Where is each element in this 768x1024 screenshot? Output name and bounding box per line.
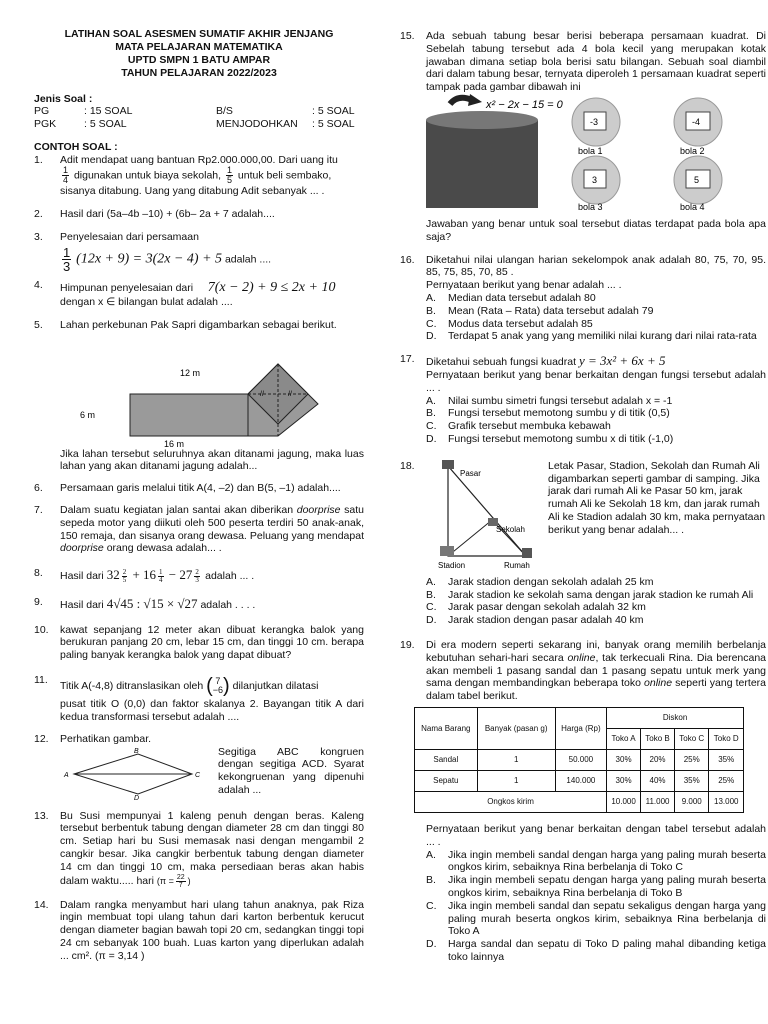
equation: x² − 2x − 15 = 0	[486, 98, 563, 111]
question-text: adalah ... .	[205, 570, 255, 583]
question-3	[34, 231, 364, 273]
ball-1	[572, 98, 620, 156]
option-c: Modus data tersebut adalah 85	[448, 317, 593, 330]
svg-text:Pasar: Pasar	[460, 468, 481, 478]
type-mj: MENJODOHKAN	[216, 118, 298, 131]
svg-text:Sekolah: Sekolah	[496, 524, 525, 534]
question-text: Himpunan penyelesaian dari	[60, 281, 194, 294]
examples-title: CONTOH SOAL :	[34, 140, 118, 153]
option-b: Mean (Rata – Rata) data tersebut adalah 79	[448, 304, 654, 317]
question-text: Segitiga ABC kongruen dengan segitiga ACD. Syarat kekongruenan yang dipenuhi adalah ...	[218, 745, 364, 797]
type-pgk-count: : 5 SOAL	[84, 118, 127, 131]
option-a: Jarak stadion dengan sekolah adalah 25 km	[448, 575, 654, 588]
label-top: 12 m	[180, 367, 201, 378]
question-number: 7.	[34, 503, 43, 516]
question-text: adalah ....	[224, 253, 272, 266]
ball-4	[674, 156, 722, 212]
question-number: 1.	[34, 153, 43, 166]
question-text: , tak terkecuali Rina. Dia berencana akan membeli 1 pasang sandal dan 1 pasang sepatu untuk merk yang sama dengan membandingkan beberapa toko	[426, 651, 767, 690]
question-text: seperti yang tertera dalam tabel berikut.	[426, 677, 766, 703]
header-line-3: UPTD SMPN 1 BATU AMPAR	[127, 54, 271, 67]
option-d: Jarak stadion dengan pasar adalah 40 km	[448, 614, 644, 627]
svg-text://: //	[260, 390, 264, 398]
emphasis: online	[567, 651, 596, 664]
svg-text:Stadion: Stadion	[438, 560, 466, 570]
question-text: Pernyataan berikut yang benar adalah ... .	[426, 279, 622, 292]
option-d: Terdapat 5 anak yang yang memiliki nilai kurang dari nilai rata-rata	[448, 330, 757, 343]
table-header: Harga (Rp)	[555, 707, 606, 749]
fraction: $\frac{1}{5}$	[226, 165, 232, 186]
ball-3	[572, 156, 620, 212]
option-d: Harga sandal dan sepatu di Toko D paling mahal dibanding ketiga toko lainnya	[448, 938, 766, 963]
table-header: Nama Barang	[415, 707, 478, 749]
question-text: orang dewasa adalah... .	[106, 542, 222, 555]
translation-vector: ( 7 −6 )	[206, 674, 230, 697]
svg-text:bola 4: bola 4	[680, 201, 705, 212]
question-number: 8.	[34, 567, 43, 580]
question-4	[34, 279, 364, 309]
question-number: 10.	[34, 623, 49, 636]
option-b: Jika ingin membeli sepatu dengan harga yang paling murah beserta ongkos kirim, sebaiknya Rina berbelanja di Toko B	[448, 874, 766, 899]
question-12	[34, 733, 364, 800]
header-line-2: MATA PELAJARAN MATEMATIKA	[115, 41, 283, 54]
equation: 7(x − 2) + 9 ≤ 2x + 10	[207, 279, 336, 295]
question-text: Hasil dari (5a–4b –10) + (6b– 2a + 7 adalah....	[60, 208, 275, 221]
question-number: 5.	[34, 318, 43, 331]
question-8	[34, 567, 364, 584]
question-text: Titik A(-4,8) ditranslasikan oleh	[60, 679, 204, 692]
option-c: Jarak pasar dengan sekolah adalah 32 km	[448, 601, 646, 614]
question-15	[400, 30, 766, 244]
question-text: Diketahui sebuah fungsi kuadrat	[426, 356, 577, 369]
question-text: kawat sepanjang 12 meter akan dibuat kerangka balok yang berukuran panjang 20 cm, lebar 15 cm, dan tinggi 10 cm. berapa paling banyak kerangka balok yang dapat dibuat?	[60, 623, 364, 662]
question-text: adalah . . . .	[200, 598, 256, 611]
question-text: Pernyataan berikut yang benar berkaitan dengan tabel tersebut adalah ... .	[426, 822, 766, 848]
question-number: 11.	[34, 673, 48, 686]
question-number: 9.	[34, 595, 43, 608]
question-text: dilanjutkan dilatasi	[232, 679, 319, 692]
question-1	[34, 154, 364, 199]
type-pg: PG	[34, 105, 50, 118]
question-number: 4.	[34, 278, 43, 291]
equation: y = 3x² + 6x + 5	[578, 353, 666, 369]
question-text: pusat titik O (0,0) dan faktor skalanya 2. Bayangan titik A dari kedua transformasi tersebut adalah ....	[60, 698, 364, 724]
emphasis: doorprise	[60, 542, 104, 555]
question-10	[34, 624, 364, 662]
type-pg-count: : 15 SOAL	[84, 105, 133, 118]
question-5	[34, 319, 364, 473]
label-bottom: 16 m	[164, 438, 185, 448]
type-bs: B/S	[216, 105, 233, 118]
question-types-title: Jenis Soal :	[34, 92, 93, 105]
emphasis: online	[644, 677, 673, 690]
question-text: Ada sebuah tabung besar berisi beberapa persamaan kuadrat. Di Sebelah tabung tersebut ada 4 bola kecil yang merupakan kotak jawaban dimana setiap bola berisi satu bilangan. Sebuah soal diambil dari dalam tabung besar, ternyata diperoleh 1 persamaan kuadrat seperti tampak pada gambar dibawah ini	[426, 30, 766, 94]
svg-text:B: B	[134, 747, 139, 755]
emphasis: doorprise	[296, 503, 341, 516]
svg-text:3: 3	[592, 174, 598, 185]
svg-text:Rumah: Rumah	[504, 560, 530, 570]
price-table	[414, 707, 744, 813]
option-c: Grafik tersebut membuka kebawah	[448, 420, 611, 433]
question-14	[34, 899, 364, 963]
question-text: Lahan perkebunan Pak Sapri digambarkan sebagai berikut.	[60, 318, 337, 331]
question-number: 3.	[34, 231, 43, 244]
question-text: Pernyataan berikut yang benar berkaitan dengan fungsi tersebut adalah ... .	[426, 369, 766, 394]
question-text: dengan x ∈ bilangan bulat adalah ....	[60, 295, 233, 308]
question-text: Hasil dari	[60, 570, 104, 583]
question-text: Jika lahan tersebut seluruhnya akan ditanami jagung, maka luas lahan yang akan ditanami jagung adalah...	[60, 447, 364, 473]
option-c: Jika ingin membeli sandal dan sepatu sekaligus dengan harga yang paling murah beserta ongkos kirim, sebaiknya Rina berbelanja di Toko A	[448, 899, 766, 938]
question-18: 18. Pasar Sekolah Stadion Rumah Letak Pasar, Stadion, Sekolah dan Rumah Ali digambarkan seperti gambar di samping. Jika jarak dari rumah Ali ke Pasar 50 km, jarak rumah Ali ke Sekolah 18 km, dan jarak rumah Ali ke Stadion adalah 30 km, maka pernyataan berikut yang benar adalah... . A. Jarak stadion dengan sekolah adalah 25 km B. Jarak stadion ke sekolah sama dengan jarak stadion ke rumah Ali C. Jarak pasar dengan sekolah adalah 32 km D. Jarak stadion dengan pasar adalah 40 km	[400, 459, 766, 627]
svg-text:bola 1: bola 1	[578, 145, 603, 156]
svg-text:5: 5	[694, 174, 700, 185]
svg-text:-4: -4	[692, 116, 701, 127]
question-16: 16. Diketahui nilai ulangan harian sekelompok anak adalah 80, 75, 70, 95. 85, 75, 85, 70, 85 . Pernyataan berikut yang benar adalah ... . A. Median data tersebut adalah 80 B. Mean (Rata – Rata) data tersebut adalah 79 C. Modus data tersebut adalah 85 D. Terdapat 5 anak yang yang memiliki nilai kurang dari nilai rata-rata	[400, 253, 766, 343]
table-row: Ongkos kirim 10.000 11.000 9.000 13.000	[415, 791, 744, 812]
table-header: Banyak (pasan g)	[477, 707, 555, 749]
fraction: $\frac{1}{3}$	[63, 244, 71, 274]
table-row: Sandal 1 50.000 30% 20% 25% 35%	[415, 749, 744, 770]
type-mj-count: : 5 SOAL	[312, 118, 355, 131]
question-9	[34, 596, 364, 612]
question-number: 14.	[34, 898, 49, 911]
question-number: 19.	[400, 638, 415, 651]
svg-text://: //	[288, 390, 292, 398]
question-text: Diketahui nilai ulangan harian sekelompok anak adalah 80, 75, 70, 95. 85, 75, 85, 70, 85 .	[426, 253, 766, 279]
fraction: $\frac{1}{4}$	[63, 165, 69, 186]
balls-figure	[426, 94, 756, 212]
question-text: Hasil dari	[60, 598, 104, 611]
question-text: Jawaban yang benar untuk soal tersebut diatas terdapat pada bola apa saja?	[426, 217, 766, 243]
question-text: Persamaan garis melalui titik A(4, –2) dan B(5, –1) adalah....	[60, 482, 341, 495]
svg-text:D: D	[134, 794, 140, 800]
question-text: sisanya ditabung. Uang yang ditabung Adit sebanyak ... .	[60, 185, 325, 198]
question-number: 12.	[34, 732, 49, 745]
table-header: Toko B	[641, 728, 675, 749]
table-row: Sepatu 1 140.000 30% 40% 35% 25%	[415, 770, 744, 791]
svg-text:bola 3: bola 3	[578, 201, 603, 212]
land-figure	[60, 336, 360, 448]
svg-text:C: C	[195, 771, 201, 779]
question-text: Bu Susi mempunyai 1 kaleng penuh dengan beras. Kaleng tersebut berbentuk tabung dengan diameter 28 cm dan tinggi 80 cm. Setiap hari bu Susi memasak nasi dengan mengambil 2 cangkir besar. Jika cangkir berbentuk tabung dengan diameter 14 cm dan tinggi 10 cm, maka persediaan beras akan habis dalam waktu..... hari	[60, 809, 364, 887]
table-header: Toko D	[709, 728, 744, 749]
table-header: Toko C	[675, 728, 709, 749]
svg-text:-3: -3	[590, 116, 599, 127]
question-text: Perhatikan gambar.	[60, 732, 152, 745]
kite-figure	[60, 746, 210, 800]
ball-2	[674, 98, 722, 156]
question-13	[34, 810, 364, 889]
location-figure	[426, 460, 538, 570]
header-line-4: TAHUN PELAJARAN 2022/2023	[121, 67, 277, 80]
question-text: Dalam suatu kegiatan jalan santai akan diberikan	[60, 503, 294, 516]
label-left: 6 m	[80, 409, 96, 420]
question-7	[34, 504, 364, 555]
question-6	[34, 482, 364, 495]
option-b: Fungsi tersebut memotong sumbu y di titik (0,5)	[448, 407, 670, 420]
equation: 4√45 : √15 × √27	[106, 595, 198, 611]
question-types	[34, 93, 364, 131]
question-19-options: Pernyataan berikut yang benar berkaitan dengan tabel tersebut adalah ... . A. Jika ingin membeli sandal dengan harga yang paling murah beserta ongkos kirim, sebaiknya Rina berbelanja di Toko C B. Jika ingin membeli sepatu dengan harga yang paling murah beserta ongkos kirim, sebaiknya Rina berbelanja di Toko B C. Jika ingin membeli sandal dan sepatu sekaligus dengan harga yang paling murah beserta ongkos kirim, sebaiknya Rina berbelanja di Toko A D. Harga sandal dan sepatu di Toko D paling mahal dibanding ketiga toko lainnya	[426, 822, 766, 963]
question-text: digunakan untuk biaya sekolah,	[73, 169, 222, 182]
question-text: Penyelesaian dari persamaan	[60, 231, 199, 244]
question-17: 17. Diketahui sebuah fungsi kuadrat y = 3x² + 6x + 5 Pernyataan berikut yang benar berkaitan dengan fungsi tersebut adalah ... . A. Nilai sumbu simetri fungsi tersebut adalah x = -1 B. Fungsi tersebut memotong sumbu y di titik (0,5) C. Grafik tersebut membuka kebawah D. Fungsi tersebut memotong sumbu x di titik (-1,0)	[400, 353, 766, 445]
svg-text:A: A	[64, 771, 69, 779]
question-number: 16.	[400, 253, 415, 266]
table-header: Diskon	[607, 707, 744, 728]
type-pgk: PGK	[34, 118, 57, 131]
question-number: 6.	[34, 482, 43, 495]
left-column	[34, 28, 364, 963]
question-number: 2.	[34, 208, 43, 221]
question-11	[34, 674, 364, 724]
question-text: Letak Pasar, Stadion, Sekolah dan Rumah Ali digambarkan seperti gambar di samping. Jika jarak dari rumah Ali ke Pasar 50 km, jarak rumah Ali ke Sekolah 18 km, dan jarak rumah Ali ke Stadion adalah 30 km, maka pernyataan berikut yang benar adalah... .	[548, 459, 766, 536]
question-number: 18.	[400, 459, 415, 472]
type-bs-count: : 5 SOAL	[312, 105, 355, 118]
question-text: untuk beli sembako,	[237, 169, 332, 182]
svg-text:bola 2: bola 2	[680, 145, 705, 156]
question-19	[400, 639, 766, 703]
equation: (12x + 9) = 3(2x − 4) + 5	[76, 251, 223, 267]
option-b: Jarak stadion ke sekolah sama dengan jarak stadion ke rumah Ali	[448, 588, 754, 601]
option-d: Fungsi tersebut memotong sumbu x di titik (-1,0)	[448, 433, 674, 445]
question-text: Di era modern seperti sekarang ini, banyak orang memilih berbelanja kebutuhan sehari-hari secara	[426, 638, 766, 664]
header-line-1: LATIHAN SOAL ASESMEN SUMATIF AKHIR JENJANG	[64, 28, 334, 40]
option-a: Median data tersebut adalah 80	[448, 291, 596, 304]
document-header	[34, 28, 364, 81]
question-number: 15.	[400, 30, 415, 42]
pi-note: (π = $\frac{22}{7}$ )	[156, 873, 191, 889]
question-number: 13.	[34, 809, 49, 822]
question-text: satu sepeda motor yang diikuti oleh 500 peserta terdiri 50 anak-anak, 150 remaja, dan sisanya orang dewasa. Peluang yang mendapat	[60, 503, 365, 542]
question-number: 17.	[400, 353, 415, 366]
option-a: Nilai sumbu simetri fungsi tersebut adalah x = -1	[448, 394, 673, 407]
table-header: Toko A	[607, 728, 641, 749]
right-column	[400, 30, 766, 964]
equation: 32 $\frac{2}{5}$ + 16 $\frac{1}{4}$ − 27 $\frac{2}{3}$	[106, 567, 199, 584]
question-2	[34, 208, 364, 221]
question-text: Dalam rangka menyambut hari ulang tahun anaknya, pak Riza ingin membuat topi ulang tahun dari karton berbentuk kerucut dengan diameter bagian bawah topi 20 cm, sedangkan tinggi topi 24 cm sebanyak 100 buah. Luas karton yang diperlukan adalah ... cm². (π = 3,14 )	[60, 898, 364, 962]
question-text: Adit mendapat uang bantuan Rp2.000.000,00. Dari uang itu	[60, 153, 338, 166]
option-a: Jika ingin membeli sandal dengan harga yang paling murah beserta ongkos kirim, sebaiknya Rina berbelanja di Toko C	[448, 848, 766, 874]
